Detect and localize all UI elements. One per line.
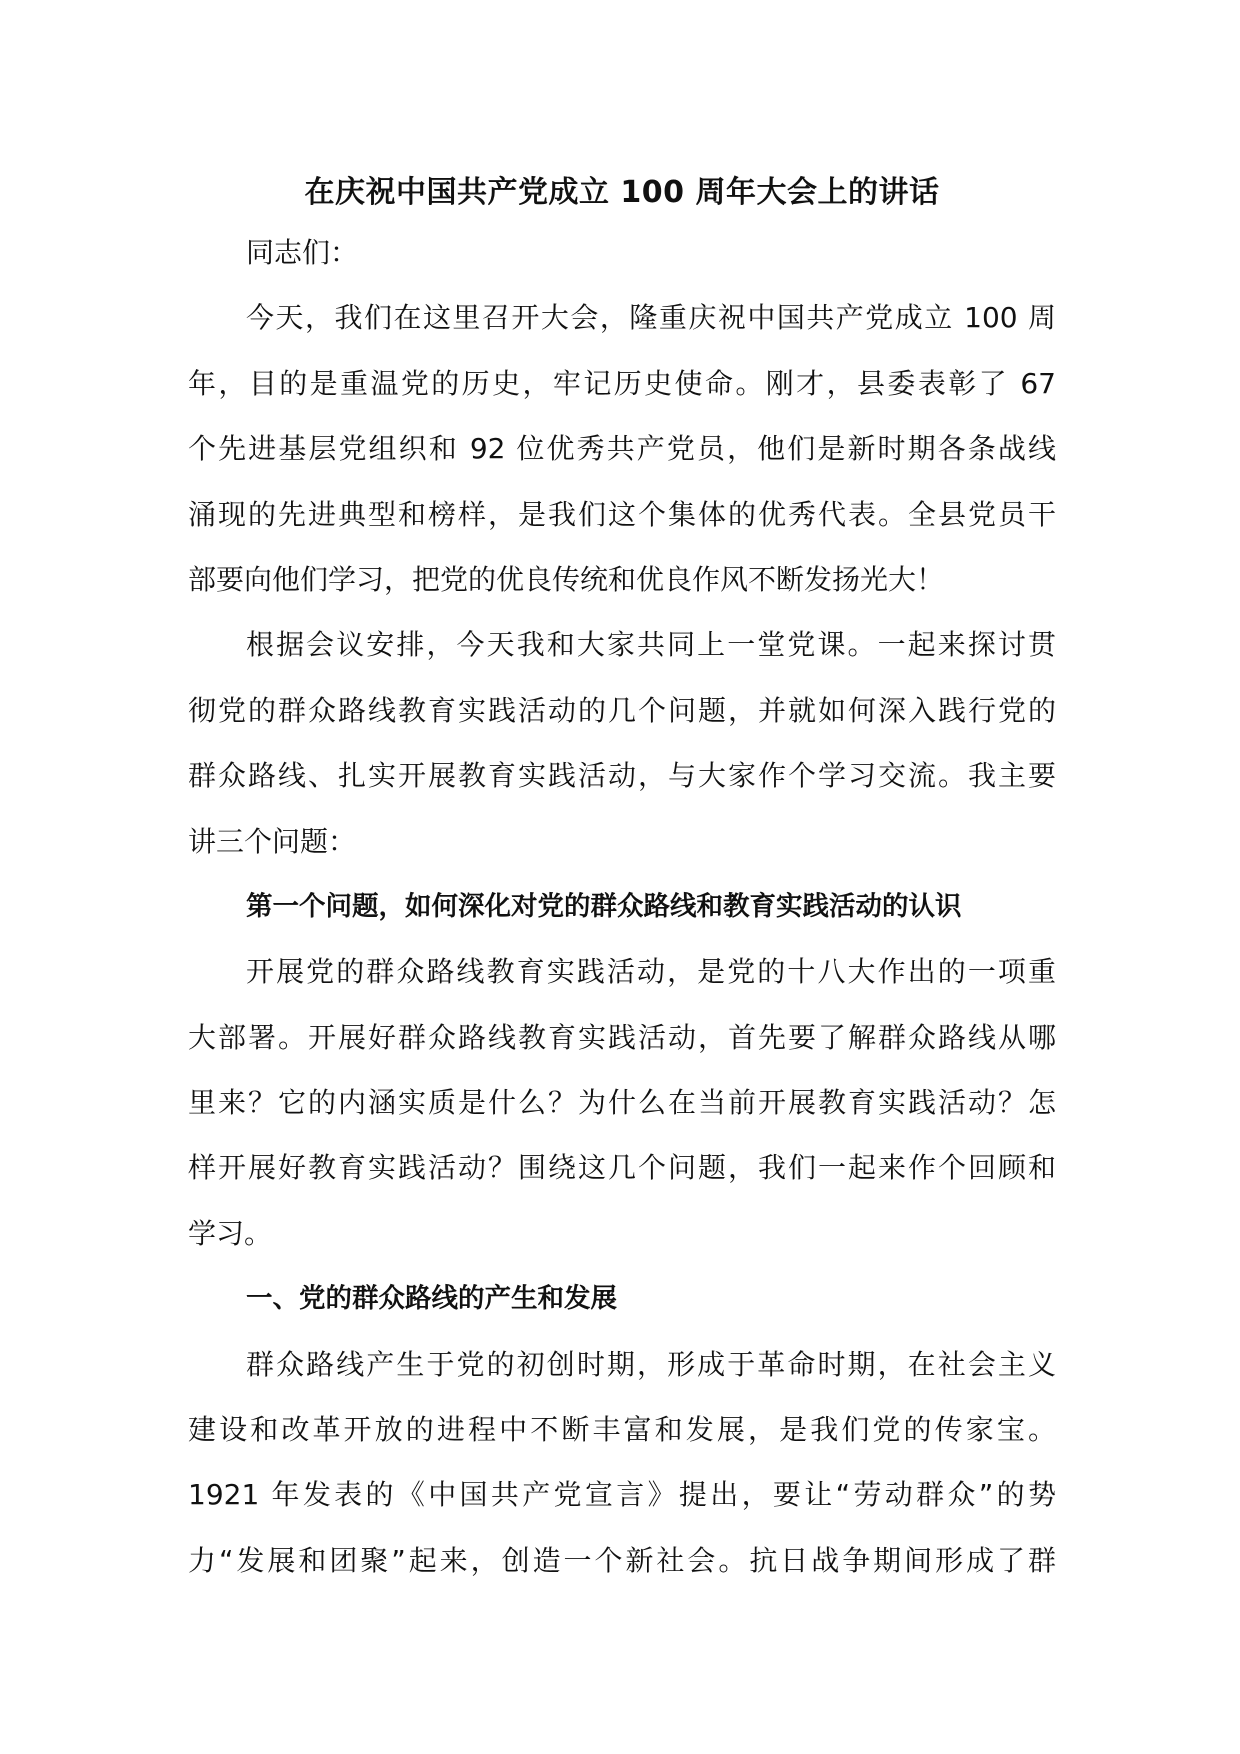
section-heading [188,1266,1056,1331]
paragraph-line: 个先进基层党组织和 92 位优秀共产党员，他们是新时期各条战线 [188,432,1056,466]
paragraph-line: 根据会议安排，今天我和大家共同上一堂党课。一起来探讨贯 [246,628,1056,662]
paragraph-line: 里来？它的内涵实质是什么？为什么在当前开展教育实践活动？怎 [188,1086,1056,1120]
paragraph-line: 学习。 [188,1216,273,1250]
document-title: 在庆祝中国共产党成立 100 周年大会上的讲话 [304,175,940,210]
paragraph-line: 群众路线、扎实开展教育实践活动，与大家作个学习交流。我主要 [188,759,1056,793]
paragraph-line: 样开展好教育实践活动？围绕这几个问题，我们一起来作个回顾和 [188,1151,1056,1185]
paragraph-line: 建设和改革开放的进程中不断丰富和发展，是我们党的传家宝。 [188,1413,1056,1447]
paragraph [188,1332,1056,1594]
paragraph [188,612,1056,874]
paragraph-line: 年，目的是重温党的历史，牢记历史使命。刚才，县委表彰了 67 [188,366,1056,400]
paragraph-line: 大部署。开展好群众路线教育实践活动，首先要了解群众路线从哪 [188,1020,1056,1054]
paragraph-line: 群众路线产生于党的初创时期，形成于革命时期，在社会主义 [246,1347,1056,1381]
paragraph-line: 涌现的先进典型和榜样，是我们这个集体的优秀代表。全县党员干 [188,497,1056,531]
heading-line: 一、党的群众路线的产生和发展 [246,1283,617,1315]
paragraph-line: 1921 年发表的《中国共产党宣言》提出，要让“劳动群众”的势 [188,1478,1056,1512]
paragraph-line: 彻党的群众路线教育实践活动的几个问题，并就如何深入践行党的 [188,693,1056,727]
heading-line: 第一个问题，如何深化对党的群众路线和教育实践活动的认识 [246,890,962,922]
paragraph-line: 讲三个问题： [188,824,357,858]
paragraph [188,939,1056,1266]
paragraph [188,285,1056,612]
paragraph-line: 开展党的群众路线教育实践活动，是党的十八大作出的一项重 [246,955,1056,989]
document-page [188,166,1056,1593]
paragraph-line: 部要向他们学习，把党的优良传统和优良作风不断发扬光大！ [188,562,945,596]
greeting: 同志们： [246,236,359,269]
section-heading [188,874,1056,939]
document-body [188,285,1056,1593]
paragraph-line: 力“发展和团聚”起来，创造一个新社会。抗日战争期间形成了群 [188,1543,1056,1577]
paragraph-line: 今天，我们在这里召开大会，隆重庆祝中国共产党成立 100 周 [246,301,1056,335]
